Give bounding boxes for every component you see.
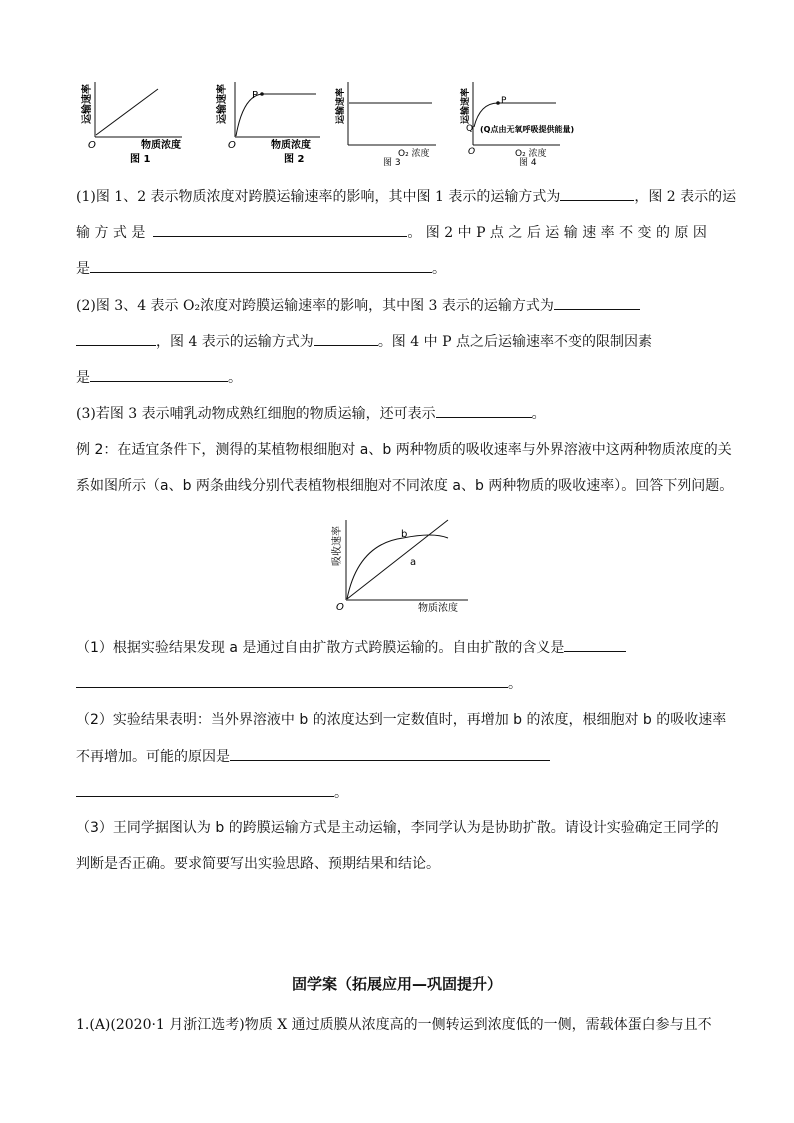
- figure-4-note: (Q点由无氧呼吸提供能量): [480, 125, 575, 134]
- example-2-line-1: 例 2：在适宜条件下，测得的某植物根细胞对 a、b 两种物质的吸收速率与外界溶液中这两种物质浓度的关: [76, 442, 732, 458]
- answer-blank[interactable]: [436, 403, 532, 418]
- answer-blank[interactable]: [90, 367, 228, 382]
- answer-blank[interactable]: [76, 331, 156, 346]
- figure-2-origin: O: [228, 140, 236, 151]
- answer-blank[interactable]: [554, 295, 640, 310]
- e2-line-2: 不再增加。可能的原因是: [76, 746, 550, 767]
- figure-2-point-label: P: [252, 90, 259, 101]
- answer-blank[interactable]: [76, 782, 334, 797]
- e2-line-3: 。: [76, 782, 348, 803]
- mid-origin: O: [336, 602, 344, 613]
- absorption-figure: [318, 508, 498, 618]
- answer-blank[interactable]: [76, 673, 508, 688]
- q2-line-1: (2)图 3、4 表示 O₂浓度对跨膜运输速率的影响，其中图 3 表示的运输方式为: [76, 295, 640, 316]
- label-a: a: [410, 557, 417, 568]
- figure-3: [334, 82, 436, 168]
- figure-1-line: [96, 89, 158, 135]
- q1-line-1: (1)图 1、2 表示物质浓度对跨膜运输速率的影响，其中图 1 表示的运输方式为 ，图 2 表示的运: [76, 186, 736, 207]
- e2-line-1: （2）实验结果表明：当外界溶液中 b 的浓度达到一定数值时，再增加 b 的浓度，根细胞对 b 的吸收速率: [76, 712, 727, 728]
- curve-b: [347, 535, 448, 599]
- q1-line-3: 是 。: [76, 258, 446, 279]
- figure-2: [215, 82, 320, 165]
- figure-4-caption: 图 4: [519, 158, 537, 168]
- figure-3-caption: 图 3: [383, 158, 401, 168]
- q2-line-3: 是 。: [76, 367, 242, 388]
- figure-4-origin: O: [468, 147, 476, 157]
- figure-4-point-label: P: [501, 96, 507, 106]
- mid-xlabel: 物质浓度: [418, 603, 458, 614]
- figure-4-q-label: Q: [466, 124, 474, 134]
- figure-1-caption: 图 1: [130, 154, 151, 165]
- answer-blank[interactable]: [564, 637, 626, 652]
- curve-a: [347, 520, 448, 599]
- e3-line-2: 判断是否正确。要求简要写出实验思路、预期结果和结论。: [76, 856, 440, 872]
- q1-line-2: 输 方 式 是 。 图 2 中 P 点 之 后 运 输 速 率 不 变 的 原 因: [76, 222, 707, 243]
- answer-blank[interactable]: [230, 746, 550, 761]
- figure-4-xlabel: O₂ 浓度: [515, 149, 547, 159]
- q3-line-1: (3)若图 3 表示哺乳动物成熟红细胞的物质运输，还可表示 。: [76, 403, 546, 424]
- example-2-line-2: 系如图所示（a、b 两条曲线分别代表植物根细胞对不同浓度 a、b 两种物质的吸收速率）。回答下列问题。: [76, 478, 734, 494]
- q2-line-2: ，图 4 表示的运输方式为 。图 4 中 P 点之后运输速率不变的限制因素: [76, 331, 652, 352]
- figure-2-ylabel: 运输速率: [217, 84, 228, 124]
- problem-1-line: 1.(A)(2020·1 月浙江选考)物质 X 通过质膜从浓度高的一侧转运到浓度低的一侧，需载体蛋白参与且不: [76, 1017, 712, 1033]
- figure-3-ylabel: 运输速率: [336, 87, 346, 124]
- answer-blank[interactable]: [153, 222, 407, 237]
- e3-line-1: （3）王同学据图认为 b 的跨膜运输方式是主动运输，李同学认为是协助扩散。请设计实验确定王同学的: [76, 820, 719, 836]
- figure-2-curve: [236, 94, 316, 136]
- figure-3-xlabel: O₂ 浓度: [398, 149, 430, 159]
- figure-2-caption: 图 2: [284, 154, 305, 165]
- figure-1: [80, 82, 182, 165]
- answer-blank[interactable]: [560, 186, 634, 201]
- figure-1-xlabel: 物质浓度: [141, 140, 181, 151]
- answer-blank[interactable]: [90, 258, 432, 273]
- figure-2-xlabel: 物质浓度: [271, 140, 311, 151]
- answer-blank[interactable]: [314, 331, 378, 346]
- figure-4-ylabel: 运输速率: [461, 87, 471, 124]
- section-title: 固学案（拓展应用—巩固提升）: [291, 975, 502, 993]
- label-b: b: [401, 529, 408, 540]
- mid-ylabel: 吸收速率: [332, 526, 343, 566]
- e1-line-2: 。: [76, 673, 522, 694]
- figure-1-origin: O: [88, 140, 96, 151]
- figure-4: [459, 82, 574, 168]
- e1-line-1: （1）根据实验结果发现 a 是通过自由扩散方式跨膜运输的。自由扩散的含义是: [76, 637, 626, 658]
- figure-1-ylabel: 运输速率: [82, 84, 93, 124]
- figure-4-curve: [474, 103, 556, 127]
- figure-row: [0, 0, 794, 175]
